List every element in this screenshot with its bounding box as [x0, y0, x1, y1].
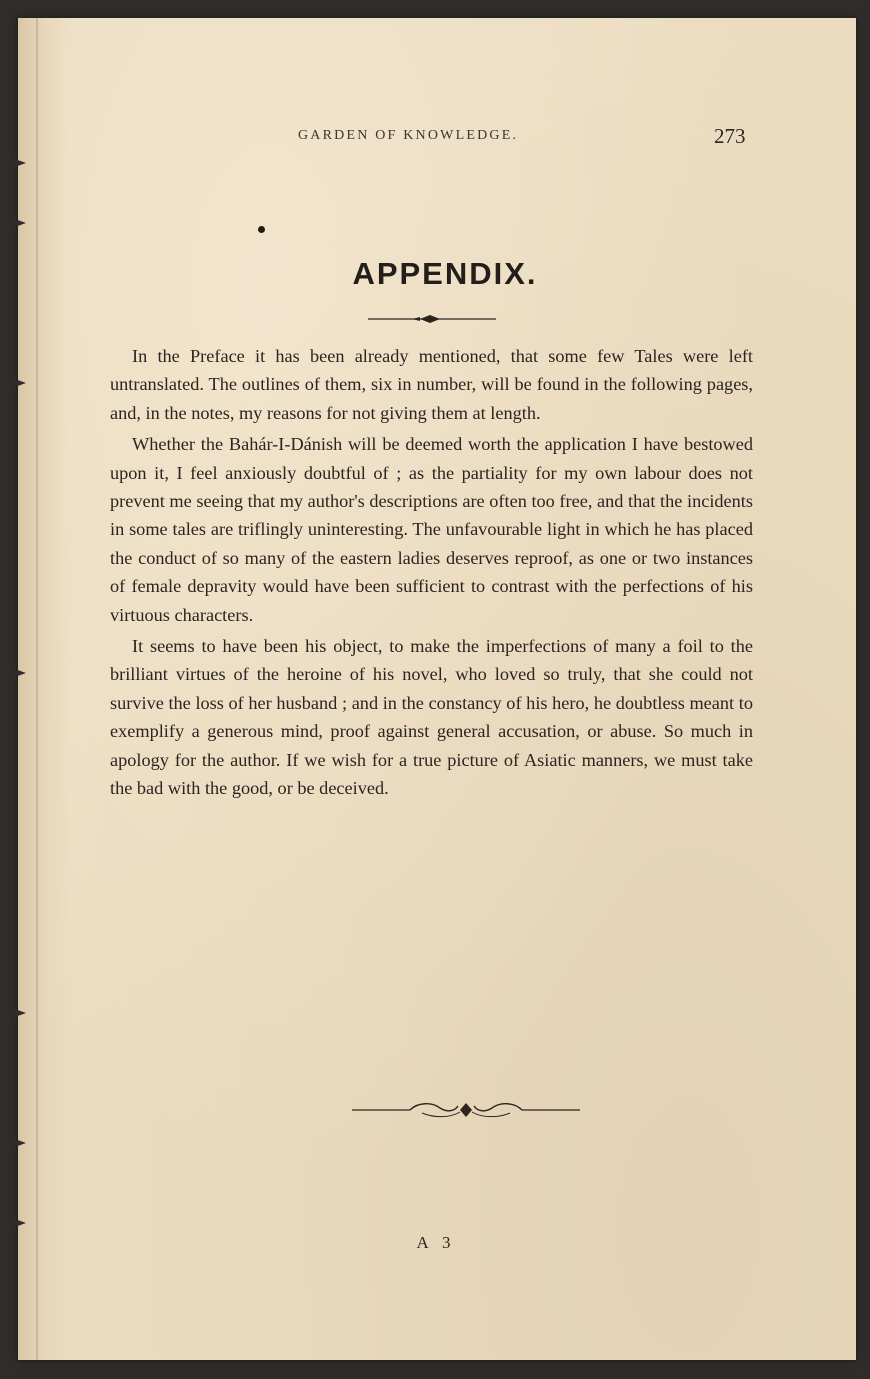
- paragraph: Whether the Bahár-I-Dánish will be deemed worth the application I have bestowed upon it, I feel anxiously doubtful of ; as the partiality for my own labour does not prevent me seeing that my author's descriptions are often too free, and that the incidents in some tales are triflingly uninteresting. The unfavourable light in which he has placed the conduct of so many of the eastern ladies deserves reproof, as one or two instances of female depravity would have been sufficient to contrast with the perfections of his virtuous characters.: [110, 434, 753, 625]
- page-title: APPENDIX.: [352, 256, 538, 291]
- paragraph: In the Preface it has been already mentioned, that some few Tales were left untranslated. The outlines of them, six in number, will be found in the following pages, and, in the notes, my reasons for not giving them at length.: [110, 346, 753, 423]
- binding-edge: [18, 18, 70, 1360]
- paragraph: It seems to have been his object, to make the imperfections of many a foil to the brilliant virtues of the heroine of his novel, who loved so truly, that she could not survive the loss of her husband ; and in the constancy of his hero, he doubtless meant to exemplify a generous mind, proof against general accusation, or abuse. So much in apology for the author. If we wish for a true picture of Asiatic manners, we must take the bad with the good, or be deceived.: [110, 636, 753, 799]
- tailpiece-ornament: [352, 1098, 580, 1122]
- title-rule-ornament: [368, 313, 496, 325]
- binding-crease: [36, 18, 38, 1360]
- ink-dot: [258, 226, 265, 233]
- body-text: [110, 342, 753, 806]
- signature-mark: A 3: [416, 1233, 456, 1252]
- running-head: GARDEN OF KNOWLEDGE.: [298, 128, 519, 143]
- page-number: 273: [714, 124, 746, 148]
